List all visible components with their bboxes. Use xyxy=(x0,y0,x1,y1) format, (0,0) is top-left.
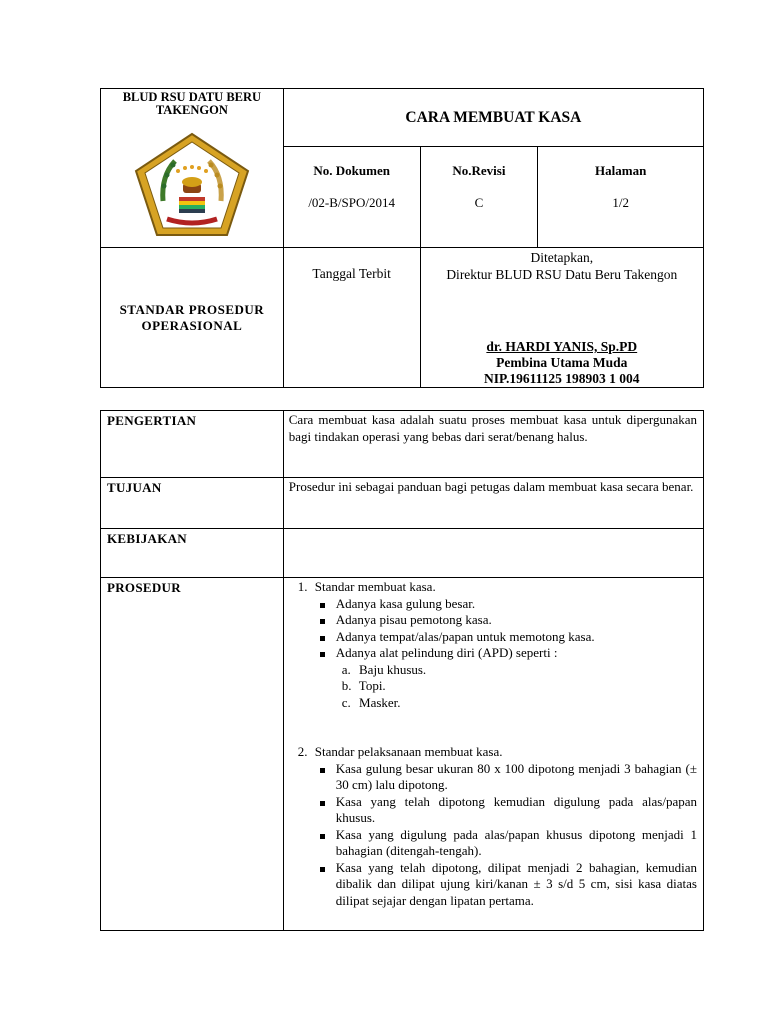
document-title: CARA MEMBUAT KASA xyxy=(283,89,703,147)
bullet-icon xyxy=(320,636,325,641)
list-item: Adanya alat pelindung diri (APD) seperti : xyxy=(289,645,697,662)
halaman-value: 1/2 xyxy=(612,195,629,210)
bullet-icon xyxy=(320,619,325,624)
list-item: Adanya kasa gulung besar. xyxy=(289,596,697,613)
bullet-icon xyxy=(320,603,325,608)
signer-block xyxy=(421,339,703,387)
ditetapkan-label: Ditetapkan, xyxy=(530,250,594,265)
apd-item: a. Baju khusus. xyxy=(341,661,427,677)
signer-rank: Pembina Utama Muda xyxy=(496,355,628,370)
list-item: Kasa yang telah dipotong, dilipat menjadi 2 bahagian, kemudian dibalik dan dilipat ujung kiri/kanan ± 3 s/d 5 cm, sisi kasa diatas dilipat sejajar dengan lipatan pertama. xyxy=(289,860,697,910)
no-revisi-cell xyxy=(420,147,538,248)
organization-name: BLUD RSU DATU BERU TAKENGON xyxy=(122,90,262,117)
list-item: Kasa yang digulung pada alas/papan khusus dipotong menjadi 1 bahagian (ditengah-tengah). xyxy=(289,827,697,860)
prosedur-content xyxy=(283,578,703,931)
pengertian-row xyxy=(101,411,704,478)
signer-nip: NIP.19611125 198903 1 004 xyxy=(484,371,640,386)
apd-item: c. Masker. xyxy=(341,694,401,710)
no-revisi-label: No.Revisi xyxy=(452,163,506,178)
prosedur-row xyxy=(101,578,704,931)
bullet-icon xyxy=(320,834,325,839)
step-2-heading: 2. Standar pelaksanaan membuat kasa. xyxy=(297,744,503,759)
tanggal-terbit-cell xyxy=(283,248,420,388)
halaman-label: Halaman xyxy=(595,163,647,178)
list-item: Kasa yang telah dipotong kemudian digulung pada alas/papan khusus. xyxy=(289,794,697,827)
step-1-heading: 1. Standar membuat kasa. xyxy=(297,579,436,594)
no-dokumen-value: /02-B/SPO/2014 xyxy=(308,195,395,210)
apd-item: b. Topi. xyxy=(341,678,386,693)
halaman-cell xyxy=(538,147,704,248)
no-dokumen-cell xyxy=(283,147,420,248)
kebijakan-row xyxy=(101,529,704,578)
list-item: Adanya tempat/alas/papan untuk memotong kasa. xyxy=(289,629,697,646)
signature-cell xyxy=(420,248,703,388)
kebijakan-text xyxy=(283,529,703,578)
procedure-table xyxy=(100,410,704,931)
prosedur-label: PROSEDUR xyxy=(101,578,284,931)
list-item: Kasa gulung besar ukuran 80 x 100 dipotong menjadi 3 bahagian (± 30 cm) lalu dipotong. xyxy=(289,761,697,794)
tujuan-row xyxy=(101,478,704,529)
bullet-icon xyxy=(320,801,325,806)
no-revisi-value: C xyxy=(474,195,484,210)
organization-cell xyxy=(101,89,284,248)
spo-title-line2: OPERASIONAL xyxy=(141,317,243,333)
hospital-logo-emblem xyxy=(133,131,251,239)
signer-name: dr. HARDI YANIS, Sp.PD xyxy=(486,339,638,354)
no-dokumen-label: No. Dokumen xyxy=(313,163,390,178)
tanggal-terbit-label: Tanggal Terbit xyxy=(312,266,391,281)
bullet-icon xyxy=(320,768,325,773)
direktur-title: Direktur BLUD RSU Datu Beru Takengon xyxy=(446,267,678,282)
kebijakan-label: KEBIJAKAN xyxy=(101,529,284,578)
tujuan-label: TUJUAN xyxy=(101,478,284,529)
pengertian-label: PENGERTIAN xyxy=(101,411,284,478)
bullet-icon xyxy=(320,867,325,872)
spo-title-line1: STANDAR PROSEDUR xyxy=(119,301,265,317)
bullet-icon xyxy=(320,652,325,657)
document-header-table xyxy=(100,88,704,388)
tujuan-text: Prosedur ini sebagai panduan bagi petugas dalam membuat kasa secara benar. xyxy=(283,478,703,529)
list-item: Adanya pisau pemotong kasa. xyxy=(289,612,697,629)
spo-title-cell xyxy=(101,248,284,388)
pengertian-text: Cara membuat kasa adalah suatu proses membuat kasa untuk dipergunakan bagi tindakan operasi yang bebas dari serat/benang halus. xyxy=(283,411,703,478)
